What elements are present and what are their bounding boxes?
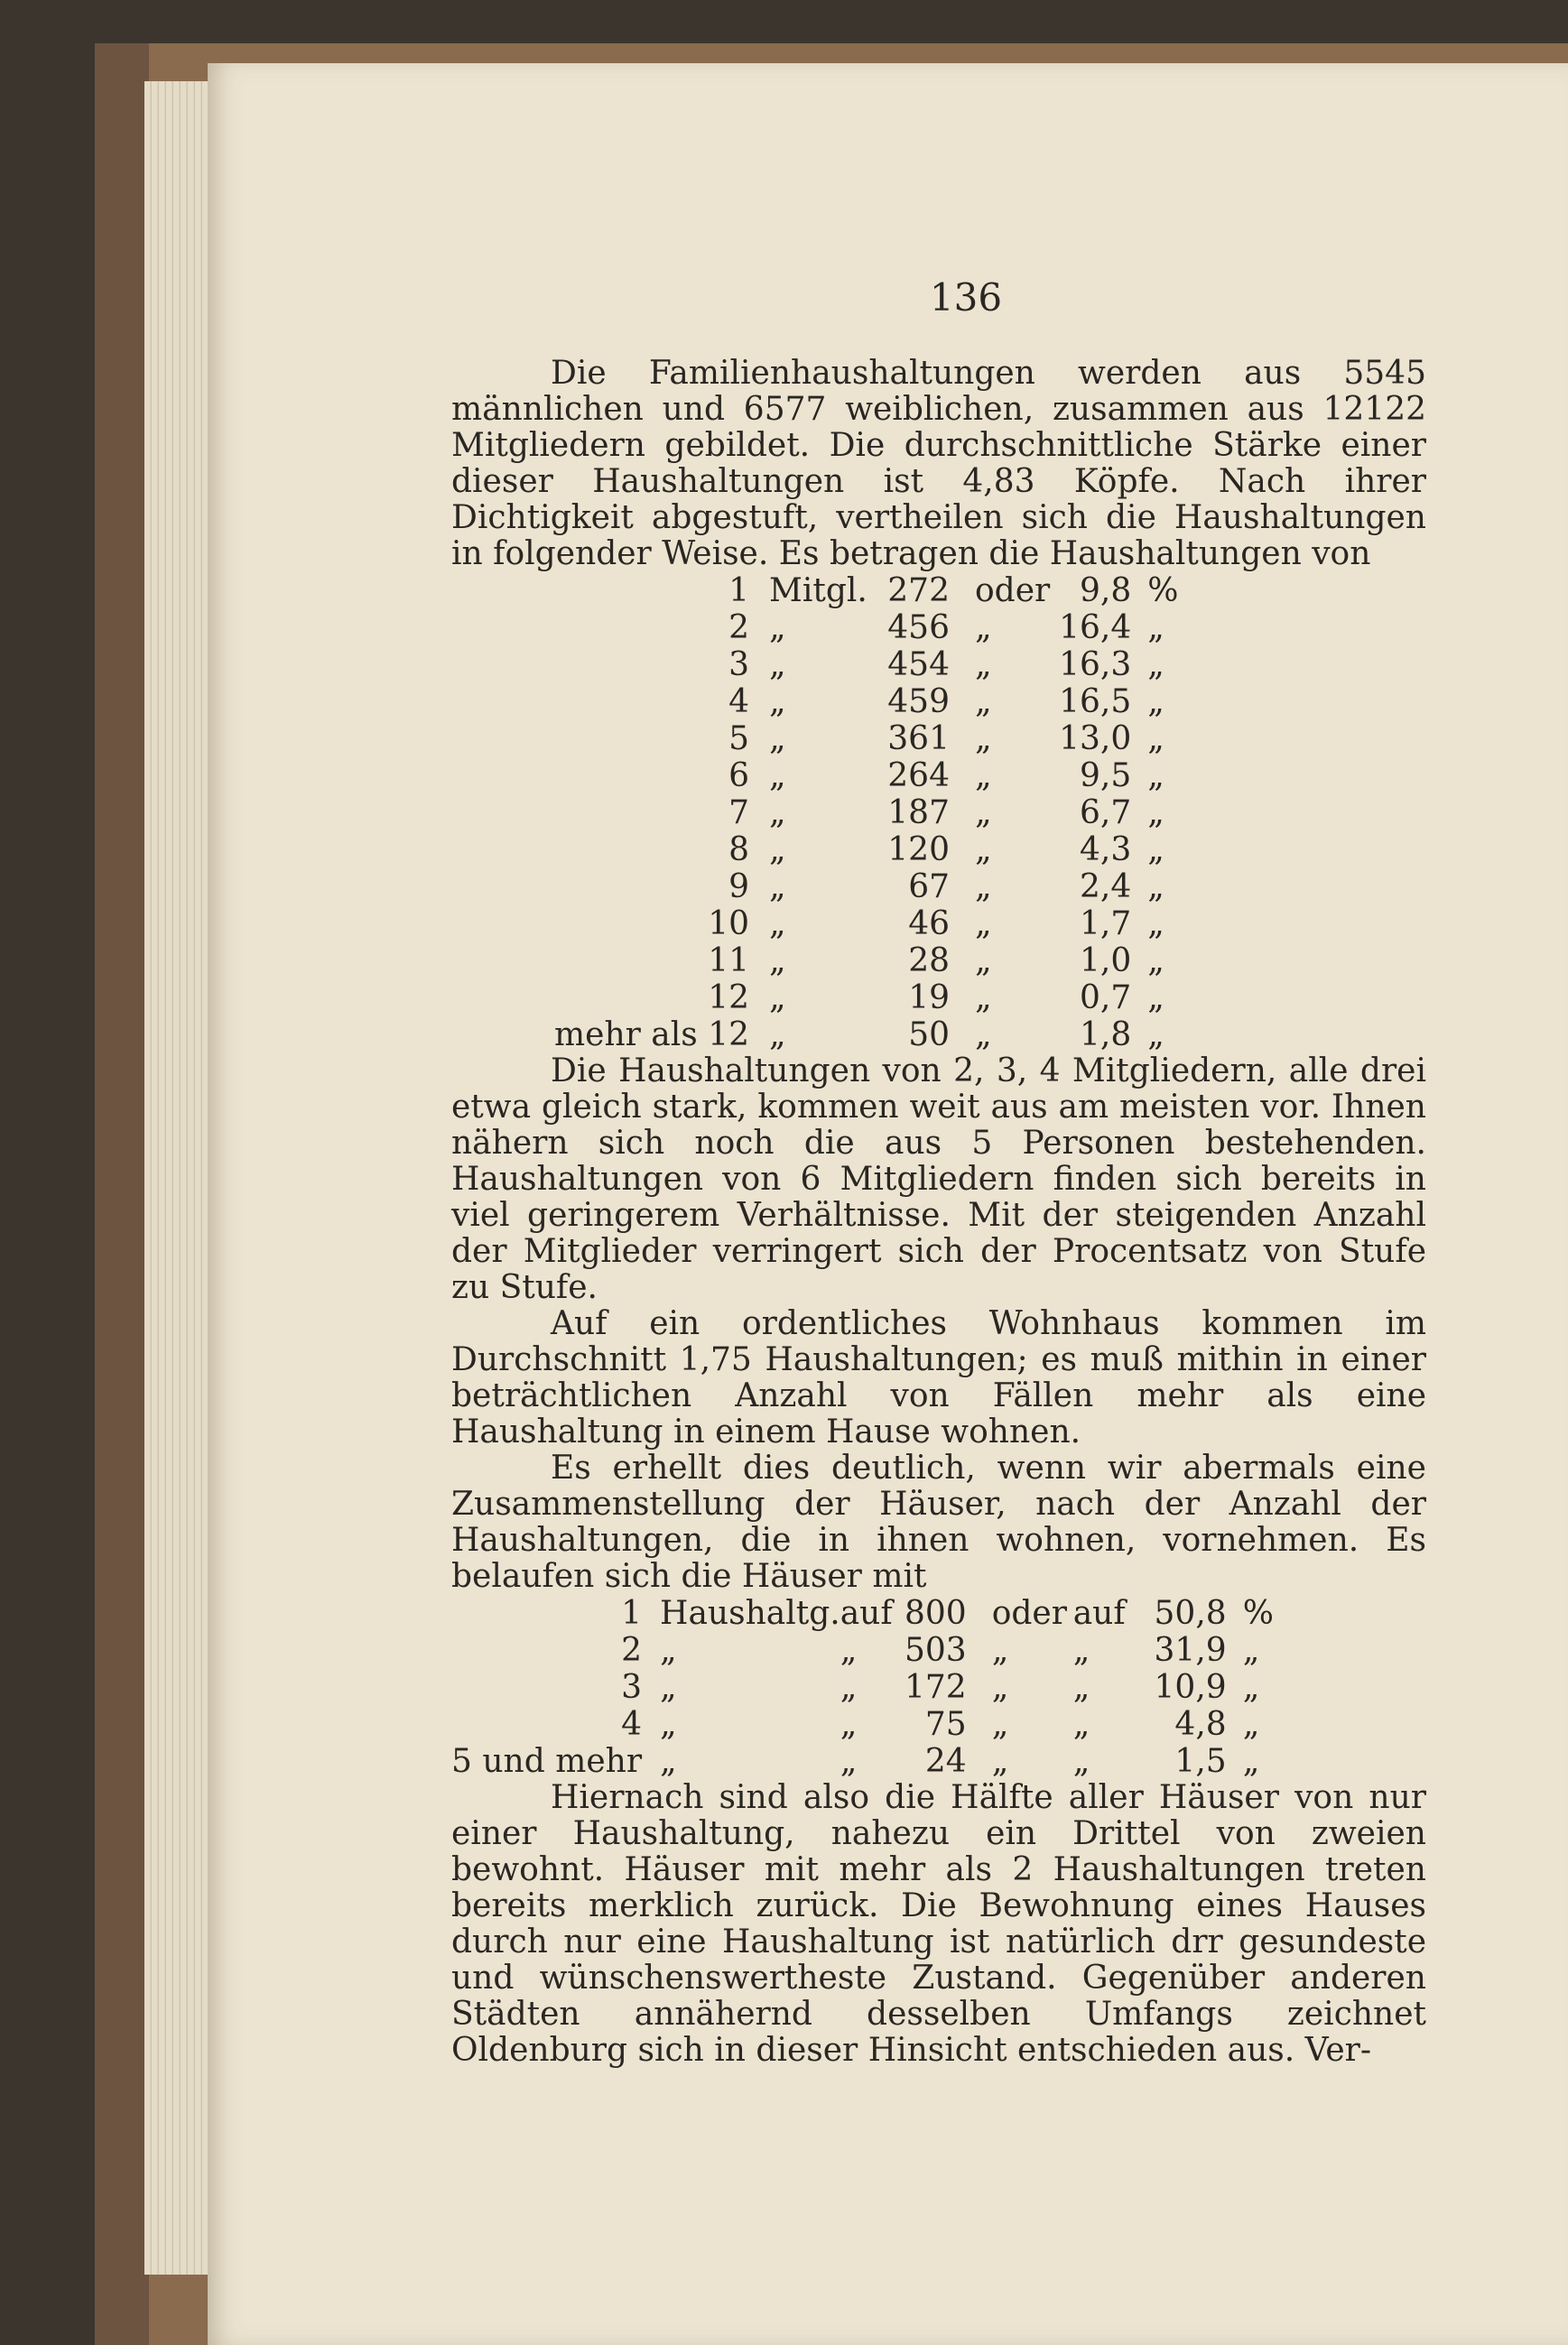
table-row xyxy=(487,683,1202,720)
table-cell: „ xyxy=(1147,941,1164,979)
table-cell: 8 xyxy=(728,830,749,868)
table-cell: 454 xyxy=(887,645,950,683)
table-cell: 361 xyxy=(887,719,950,757)
table-cell: 459 xyxy=(887,682,950,720)
table-cell: „ xyxy=(840,1742,858,1780)
table-cell: „ xyxy=(840,1631,858,1669)
table-cell: 1 xyxy=(621,1594,643,1632)
table-cell: Haushaltg. xyxy=(660,1594,840,1632)
table-cell: 11 xyxy=(708,941,749,979)
table-cell: „ xyxy=(769,1015,786,1053)
table-cell: „ xyxy=(975,682,992,720)
book-spine xyxy=(95,43,149,2345)
table-cell: „ xyxy=(1147,608,1164,646)
table-cell: „ xyxy=(1147,756,1164,794)
table-cell: „ xyxy=(1147,793,1164,831)
table-cell: „ xyxy=(1072,1668,1090,1706)
table-cell: 75 xyxy=(924,1705,967,1743)
paragraph-dwelling: Auf ein ordentliches Wohnhaus kommen im Durchschnitt 1,75 Haushaltungen; es muß mithin in einer beträchtlichen Anzahl von Fällen mehr als eine Haushaltung in einem Hause wohnen. xyxy=(451,1305,1426,1451)
table-cell: „ xyxy=(1242,1705,1260,1743)
table-row xyxy=(487,868,1202,905)
table-row xyxy=(487,905,1202,942)
table-cell: „ xyxy=(1147,978,1164,1016)
table-row xyxy=(451,1595,1297,1632)
table-cell: 13,0 xyxy=(1059,719,1132,757)
table-cell: oder xyxy=(991,1594,1067,1632)
table-cell: „ xyxy=(975,1015,992,1053)
table-cell: „ xyxy=(769,941,786,979)
table-row xyxy=(487,646,1202,683)
table-cell: 4 xyxy=(621,1705,643,1743)
table-cell: 5 und mehr xyxy=(451,1742,643,1780)
table-cell: „ xyxy=(975,941,992,979)
table-cell: 19 xyxy=(908,978,950,1016)
table-cell: % xyxy=(1147,571,1179,609)
table-cell: „ xyxy=(769,978,786,1016)
table-cell: 9,5 xyxy=(1079,756,1132,794)
table-cell: „ xyxy=(975,904,992,942)
table-cell: „ xyxy=(769,645,786,683)
table-cell: „ xyxy=(769,608,786,646)
table-cell: % xyxy=(1242,1594,1274,1632)
table-cell: 50 xyxy=(908,1015,950,1053)
table-row xyxy=(487,572,1202,609)
table-cell: 1,7 xyxy=(1079,904,1132,942)
table-row xyxy=(487,609,1202,646)
table-cell: 67 xyxy=(908,867,950,905)
table-cell: „ xyxy=(660,1631,677,1669)
table-cell: 12 xyxy=(708,978,749,1016)
table-cell: 800 xyxy=(904,1594,967,1632)
table-cell: 4,3 xyxy=(1079,830,1132,868)
table-cell: „ xyxy=(991,1631,1009,1669)
table-cell: „ xyxy=(660,1668,677,1706)
table-cell: „ xyxy=(1147,904,1164,942)
table-row xyxy=(451,1632,1297,1669)
table-cell: 4 xyxy=(728,682,749,720)
table-cell: „ xyxy=(769,682,786,720)
table-cell: 264 xyxy=(887,756,950,794)
table-cell: 0,7 xyxy=(1079,978,1132,1016)
table-cell: „ xyxy=(769,830,786,868)
table-cell: 2 xyxy=(728,608,749,646)
table-cell: 5 xyxy=(728,719,749,757)
table-cell: „ xyxy=(840,1705,858,1743)
paragraph-distribution: Die Haushaltungen von 2, 3, 4 Mitgliedern, alle drei etwa gleich stark, kommen weit aus am meisten vor. Ihnen nähern sich noch die aus 5 Personen bestehenden. Haushaltungen von 6 Mitgliedern finden sich bereits in viel geringerem Verhältnisse. Mit der steigenden Anzahl der Mitglieder verringert sich der Procentsatz von Stufe zu Stufe. xyxy=(451,1052,1426,1306)
table-cell: 16,4 xyxy=(1059,608,1132,646)
table-cell: „ xyxy=(1147,682,1164,720)
table-cell: 31,9 xyxy=(1154,1631,1227,1669)
table-row xyxy=(451,1669,1297,1706)
table-cell: 6,7 xyxy=(1079,793,1132,831)
table-cell: 6 xyxy=(728,756,749,794)
table-row xyxy=(487,831,1202,868)
table-cell: 1 xyxy=(728,571,749,609)
table-cell: 1,8 xyxy=(1079,1015,1132,1053)
table-cell: „ xyxy=(991,1705,1009,1743)
table-row xyxy=(487,1016,1202,1053)
table-cell: 16,5 xyxy=(1059,682,1132,720)
paragraph-houses: Es erhellt dies deutlich, wenn wir abermals eine Zusammenstellung der Häuser, nach der Anzahl der Haushaltungen, die in ihnen wohnen, vornehmen. Es belaufen sich die Häuser mit xyxy=(451,1450,1426,1595)
table-cell: „ xyxy=(660,1705,677,1743)
table-cell: 3 xyxy=(621,1668,643,1706)
table-row xyxy=(487,979,1202,1016)
table-cell: 24 xyxy=(924,1742,967,1780)
table-cell: „ xyxy=(1072,1742,1090,1780)
table-row xyxy=(451,1706,1297,1743)
table-cell: „ xyxy=(1242,1742,1260,1780)
table-cell: „ xyxy=(1147,867,1164,905)
table-cell: 10 xyxy=(708,904,749,942)
table-cell: Mitgl. xyxy=(769,571,868,609)
table-cell: oder xyxy=(975,571,1051,609)
table-cell: „ xyxy=(1242,1668,1260,1706)
table-cell: „ xyxy=(975,756,992,794)
table-cell: „ xyxy=(975,978,992,1016)
table-cell: „ xyxy=(769,719,786,757)
table-cell: „ xyxy=(769,756,786,794)
table-cell: 28 xyxy=(908,941,950,979)
table-cell: „ xyxy=(1072,1631,1090,1669)
table-row xyxy=(487,720,1202,757)
table-cell: 1,0 xyxy=(1079,941,1132,979)
table-row xyxy=(487,757,1202,794)
page-content xyxy=(451,275,1426,2069)
table-cell: „ xyxy=(1072,1705,1090,1743)
table-cell: 7 xyxy=(728,793,749,831)
table-cell: „ xyxy=(1242,1631,1260,1669)
page-number: 136 xyxy=(929,275,1003,320)
table-cell: „ xyxy=(660,1742,677,1780)
table-cell: 2 xyxy=(621,1631,643,1669)
table-cell: 9,8 xyxy=(1079,571,1132,609)
table-cell: „ xyxy=(975,719,992,757)
table-cell: „ xyxy=(840,1668,858,1706)
table-cell: „ xyxy=(991,1742,1009,1780)
table-cell: 456 xyxy=(887,608,950,646)
table-cell: 120 xyxy=(887,830,950,868)
table-cell: „ xyxy=(975,793,992,831)
table-cell: „ xyxy=(1147,1015,1164,1053)
table-cell: 50,8 xyxy=(1154,1594,1227,1632)
table-cell: mehr als 12 xyxy=(554,1015,749,1053)
household-size-table xyxy=(487,572,1202,1053)
table-cell: „ xyxy=(975,608,992,646)
table-cell: 272 xyxy=(887,571,950,609)
table-row xyxy=(451,1743,1297,1780)
table-cell: „ xyxy=(769,867,786,905)
table-row xyxy=(487,794,1202,831)
table-cell: 3 xyxy=(728,645,749,683)
table-cell: 16,3 xyxy=(1059,645,1132,683)
paragraph-conclusion: Hiernach sind also die Hälfte aller Häuser von nur einer Haushaltung, nahezu ein Drittel von zweien bewohnt. Häuser mit mehr als 2 Haushaltungen treten bereits merklich zurück. Die Bewohnung eines Hauses durch nur eine Haushaltung ist natürlich drr gesundeste und wünschenswertheste Zustand. Gegenüber anderen Städten annähernd desselben Umfangs zeichnet Oldenburg sich in dieser Hinsicht entschieden aus. Ver- xyxy=(451,1779,1426,2069)
table-cell: 187 xyxy=(887,793,950,831)
table-cell: 4,8 xyxy=(1174,1705,1227,1743)
table-cell: „ xyxy=(975,830,992,868)
table-cell: 1,5 xyxy=(1174,1742,1227,1780)
table-cell: 172 xyxy=(904,1668,967,1706)
table-cell: 10,9 xyxy=(1154,1668,1227,1706)
table-cell: 46 xyxy=(908,904,950,942)
table-cell: auf xyxy=(1072,1594,1126,1632)
table-row xyxy=(487,942,1202,979)
table-cell: „ xyxy=(1147,719,1164,757)
table-cell: „ xyxy=(769,793,786,831)
table-cell: 9 xyxy=(728,867,749,905)
paragraph-households: Die Familienhaushaltungen werden aus 5545 männlichen und 6577 weiblichen, zusammen aus 12122 Mitgliedern gebildet. Die durchschnittliche Stärke einer dieser Haushaltungen ist 4,83 Köpfe. Nach ihrer Dichtigkeit abgestuft, vertheilen sich die Haushaltungen in folgender Weise. Es betragen die Haushaltungen von xyxy=(451,355,1426,572)
table-cell: „ xyxy=(975,645,992,683)
table-cell: „ xyxy=(1147,645,1164,683)
table-cell: 503 xyxy=(904,1631,967,1669)
table-cell: auf xyxy=(840,1594,893,1632)
houses-table xyxy=(451,1595,1297,1780)
table-cell: „ xyxy=(1147,830,1164,868)
table-cell: 2,4 xyxy=(1079,867,1132,905)
table-cell: „ xyxy=(769,904,786,942)
table-cell: „ xyxy=(975,867,992,905)
table-cell: „ xyxy=(991,1668,1009,1706)
